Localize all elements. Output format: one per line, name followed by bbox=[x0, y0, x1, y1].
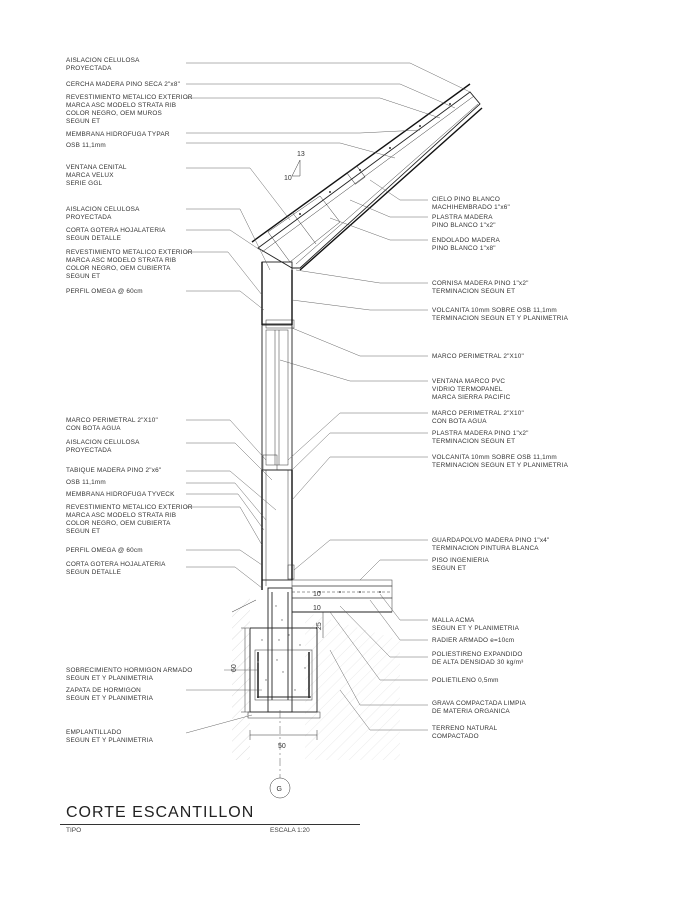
label-aislacion-3b: PROYECTADA bbox=[66, 447, 112, 454]
svg-text:AISLACION CELULOSAPROYECTADA bbox=[66, 206, 140, 221]
label-sobrecimiento-b: SEGUN ET Y PLANIMETRIA bbox=[66, 675, 154, 682]
svg-text:TERRENO NATURALCOMPACTADO bbox=[432, 725, 498, 740]
slope-indicator bbox=[284, 151, 305, 182]
label-poliestireno-b: DE ALTA DENSIDAD 30 kg/m³ bbox=[432, 659, 524, 666]
svg-text:REVESTIMIENTO METALICO EXTERIO bbox=[66, 94, 193, 125]
label-marco-bota-1b: CON BOTA AGUA bbox=[66, 425, 121, 432]
label-cortagotera-1a: CORTA GOTERA HOJALATERIA bbox=[66, 227, 166, 234]
svg-text:GRAVA COMPACTADA LIMPIADE MATE bbox=[432, 700, 527, 715]
label-endolado-a: ENDOLADO MADERA bbox=[432, 237, 500, 244]
label-plastra-2a: PLASTRA MADERA PINO 1"x2" bbox=[432, 430, 529, 437]
label-marco-perimetral-1: MARCO PERIMETRAL 2"X10" bbox=[432, 353, 524, 360]
label-endolado-b: PINO BLANCO 1"x8" bbox=[432, 245, 496, 252]
svg-text:CORTA GOTERA HOJALATERIASEGUN bbox=[66, 227, 166, 242]
foundation-depth-dim: 25 bbox=[316, 622, 323, 630]
slope-run: 13 bbox=[297, 151, 305, 158]
title-underline bbox=[60, 824, 360, 825]
svg-text:ENDOLADO MADERAPINO BLANCO 1"x bbox=[432, 237, 501, 252]
label-cercha: CERCHA MADERA PINO SECA 2"x8" bbox=[66, 81, 181, 88]
label-cornisa-a: CORNISA MADERA PINO 1"x2" bbox=[432, 280, 529, 287]
label-revest-cub-2d: SEGUN ET bbox=[66, 528, 101, 535]
label-ventana-pvc-c: MARCA SIERRA PACIFIC bbox=[432, 394, 511, 401]
label-cielo-b: MACHIHEMBRADO 1"x6" bbox=[432, 204, 510, 211]
svg-text:OSB 11,1mm bbox=[66, 479, 106, 486]
labels-left bbox=[66, 57, 193, 744]
label-membrana-typar: MEMBRANA HIDROFUGA TYPAR bbox=[66, 131, 170, 138]
label-polietileno: POLIETILENO 0,5mm bbox=[432, 677, 499, 684]
label-ventana-cenital-1: VENTANA CENITAL bbox=[66, 164, 127, 171]
label-cielo-a: CIELO PINO BLANCO bbox=[432, 196, 501, 203]
label-malla-a: MALLA ACMA bbox=[432, 617, 475, 624]
label-revest-muros-4: SEGUN ET bbox=[66, 118, 101, 125]
label-marco-bota-1a: MARCO PERIMETRAL 2"X10" bbox=[66, 417, 158, 424]
grid-axis bbox=[270, 710, 290, 798]
label-volcanita-1a: VOLCANITA 10mm SOBRE OSB 11,1mm bbox=[432, 307, 557, 314]
grid-axis-label: G bbox=[276, 786, 282, 793]
svg-text:VOLCANITA 10mm SOBRE OSB 11,1m bbox=[432, 307, 569, 322]
labels-right bbox=[432, 196, 569, 740]
label-aislacion-3a: AISLACION CELULOSA bbox=[66, 439, 140, 446]
label-revest-cub-1d: SEGUN ET bbox=[66, 273, 101, 280]
footing-height-dim: 60 bbox=[231, 664, 238, 672]
label-plastra-1a: PLASTRA MADERA bbox=[432, 214, 493, 221]
footing-width-dim: 50 bbox=[278, 743, 286, 750]
svg-text:VENTANA MARCO PVCVIDRIO TERMOP bbox=[432, 378, 511, 401]
svg-text:PERFIL OMEGA @ 60cm bbox=[66, 288, 143, 295]
label-cortagotera-1b: SEGUN DETALLE bbox=[66, 235, 122, 242]
label-osb-2: OSB 11,1mm bbox=[66, 479, 106, 486]
svg-text:CIELO PINO BLANCOMACHIHEMBRADO bbox=[432, 196, 510, 211]
label-ventana-pvc-b: VIDRIO TERMOPANEL bbox=[432, 386, 503, 393]
svg-text:PLASTRA MADERA PINO 1"x2"TERMI bbox=[432, 430, 529, 445]
label-marco-perimetral-2b: CON BOTA AGUA bbox=[432, 418, 487, 425]
svg-text:PISO INGENIERIASEGUN ET bbox=[432, 557, 490, 572]
svg-text:SOBRECIMIENTO HORMIGON ARMADOS bbox=[66, 667, 192, 682]
drawing-subtitle: TIPO bbox=[66, 827, 82, 834]
label-revest-cub-2a: REVESTIMIENTO METALICO EXTERIOR bbox=[66, 504, 193, 511]
svg-text:POLIETILENO 0,5mm bbox=[432, 677, 499, 684]
label-ventana-pvc-a: VENTANA MARCO PVC bbox=[432, 378, 506, 385]
svg-text:CERCHA MADERA PINO SECA 2"x8" bbox=[66, 81, 180, 88]
label-volcanita-2a: VOLCANITA 10mm SOBRE OSB 11,1mm bbox=[432, 454, 557, 461]
svg-text:OSB 11,1mm bbox=[66, 142, 106, 149]
label-grava-a: GRAVA COMPACTADA LIMPIA bbox=[432, 700, 526, 707]
label-tabique: TABIQUE MADERA PINO 2"x6" bbox=[66, 467, 162, 474]
label-ventana-cenital-3: SERIE GGL bbox=[66, 180, 103, 187]
window bbox=[262, 320, 294, 470]
label-cortagotera-2b: SEGUN DETALLE bbox=[66, 569, 122, 576]
label-guardapolvo-b: TERMINACION PINTURA BLANCA bbox=[432, 545, 539, 552]
svg-text:MEMBRANA HIDROFUGA TYVECK bbox=[66, 491, 175, 498]
concrete-aggregate bbox=[257, 605, 305, 690]
label-revest-muros-3: COLOR NEGRO, OEM MUROS bbox=[66, 110, 163, 117]
label-cortagotera-2a: CORTA GOTERA HOJALATERIA bbox=[66, 561, 166, 568]
label-revest-cub-1b: MARCA ASC MODELO STRATA RIB bbox=[66, 257, 177, 264]
svg-text:PERFIL OMEGA @ 60cm bbox=[66, 547, 143, 554]
svg-text:ZAPATA DE HORMIGONSEGUN ET Y P bbox=[66, 687, 154, 702]
svg-text:PLASTRA MADERAPINO BLANCO 1"x2 bbox=[432, 214, 496, 229]
label-piso-a: PISO INGENIERIA bbox=[432, 557, 489, 564]
svg-text:AISLACION CELULOSAPROYECTADA bbox=[66, 57, 140, 72]
svg-text:REVESTIMIENTO METALICO EXTERIO bbox=[66, 249, 193, 280]
drawing-title: CORTE ESCANTILLON bbox=[66, 804, 255, 821]
label-osb-1: OSB 11,1mm bbox=[66, 142, 106, 149]
label-malla-b: SEGUN ET Y PLANIMETRIA bbox=[432, 625, 520, 632]
svg-text:TABIQUE MADERA PINO 2"x6" bbox=[66, 467, 161, 474]
label-marco-perimetral-2a: MARCO PERIMETRAL 2"X10" bbox=[432, 410, 524, 417]
svg-text:MARCO PERIMETRAL 2"X10" bbox=[432, 353, 524, 360]
label-revest-muros-2: MARCA ASC MODELO STRATA RIB bbox=[66, 102, 177, 109]
label-volcanita-2b: TERMINACION SEGUN ET Y PLANIMETRIA bbox=[432, 462, 569, 469]
svg-text:CORTA GOTERA HOJALATERIASEGUN bbox=[66, 561, 166, 576]
label-revest-cub-1a: REVESTIMIENTO METALICO EXTERIOR bbox=[66, 249, 193, 256]
label-emplantillado-a: EMPLANTILLADO bbox=[66, 729, 122, 736]
label-aislacion-2a: AISLACION CELULOSA bbox=[66, 206, 140, 213]
slope-rise: 10 bbox=[284, 175, 292, 182]
label-plastra-1b: PINO BLANCO 1"x2" bbox=[432, 222, 496, 229]
label-zapata-b: SEGUN ET Y PLANIMETRIA bbox=[66, 695, 154, 702]
label-aislacion-2b: PROYECTADA bbox=[66, 214, 112, 221]
label-zapata-a: ZAPATA DE HORMIGON bbox=[66, 687, 141, 694]
label-membrana-tyveck: MEMBRANA HIDROFUGA TYVECK bbox=[66, 491, 175, 498]
label-revest-cub-1c: COLOR NEGRO, OEM CUBIERTA bbox=[66, 265, 171, 272]
svg-text:MARCO PERIMETRAL 2"X10"CON BOT bbox=[432, 410, 524, 425]
label-revest-cub-2b: MARCA ASC MODELO STRATA RIB bbox=[66, 512, 177, 519]
svg-text:VENTANA CENITALMARCA VELUXSERI bbox=[66, 164, 127, 187]
label-aislacion-1b: PROYECTADA bbox=[66, 65, 112, 72]
label-emplantillado-b: SEGUN ET Y PLANIMETRIA bbox=[66, 737, 154, 744]
svg-text:MARCO PERIMETRAL 2"X10"CON BOT bbox=[66, 417, 158, 432]
svg-text:POLIESTIRENO EXPANDIDODE ALTA bbox=[432, 651, 523, 666]
label-perfil-omega-2: PERFIL OMEGA @ 60cm bbox=[66, 547, 143, 554]
label-terreno-b: COMPACTADO bbox=[432, 733, 479, 740]
label-piso-b: SEGUN ET bbox=[432, 565, 467, 572]
label-volcanita-1b: TERMINACION SEGUN ET Y PLANIMETRIA bbox=[432, 315, 569, 322]
wall-upper bbox=[262, 262, 292, 325]
svg-text:MALLA ACMASEGUN ET Y PLANIMETR bbox=[432, 617, 520, 632]
label-terreno-a: TERRENO NATURAL bbox=[432, 725, 498, 732]
label-grava-b: DE MATERIA ORGANICA bbox=[432, 708, 510, 715]
wall-lower bbox=[262, 470, 294, 590]
svg-text:REVESTIMIENTO METALICO EXTERIO bbox=[66, 504, 193, 535]
label-ventana-cenital-2: MARCA VELUX bbox=[66, 172, 114, 179]
svg-text:CORNISA MADERA PINO 1"x2"TERMI bbox=[432, 280, 529, 295]
svg-text:AISLACION CELULOSAPROYECTADA bbox=[66, 439, 140, 454]
label-revest-muros-1: REVESTIMIENTO METALICO EXTERIOR bbox=[66, 94, 193, 101]
floor-slab bbox=[292, 580, 392, 612]
svg-text:MEMBRANA HIDROFUGA TYPAR bbox=[66, 131, 170, 138]
svg-text:GUARDAPOLVO MADERA PINO 1"x4"T bbox=[432, 537, 549, 552]
label-poliestireno-a: POLIESTIRENO EXPANDIDO bbox=[432, 651, 523, 658]
svg-text:EMPLANTILLADOSEGUN ET Y PLANIM bbox=[66, 729, 154, 744]
label-revest-cub-2c: COLOR NEGRO, OEM CUBIERTA bbox=[66, 520, 171, 527]
skylight bbox=[268, 196, 340, 262]
label-perfil-omega-1: PERFIL OMEGA @ 60cm bbox=[66, 288, 143, 295]
drawing-scale: ESCALA 1:20 bbox=[270, 827, 310, 834]
floor-dim-a: 10 bbox=[313, 591, 321, 598]
floor-dim-b: 10 bbox=[313, 605, 321, 612]
label-sobrecimiento-a: SOBRECIMIENTO HORMIGON ARMADO bbox=[66, 667, 193, 674]
label-cornisa-b: TERMINACION SEGUN ET bbox=[432, 288, 516, 295]
svg-text:VOLCANITA 10mm SOBRE OSB 11,1m bbox=[432, 454, 569, 469]
label-aislacion-1a: AISLACION CELULOSA bbox=[66, 57, 140, 64]
svg-text:RADIER ARMADO e=10cm bbox=[432, 637, 514, 644]
label-guardapolvo-a: GUARDAPOLVO MADERA PINO 1"x4" bbox=[432, 537, 550, 544]
label-radier: RADIER ARMADO e=10cm bbox=[432, 637, 515, 644]
label-plastra-2b: TERMINACION SEGUN ET bbox=[432, 438, 516, 445]
